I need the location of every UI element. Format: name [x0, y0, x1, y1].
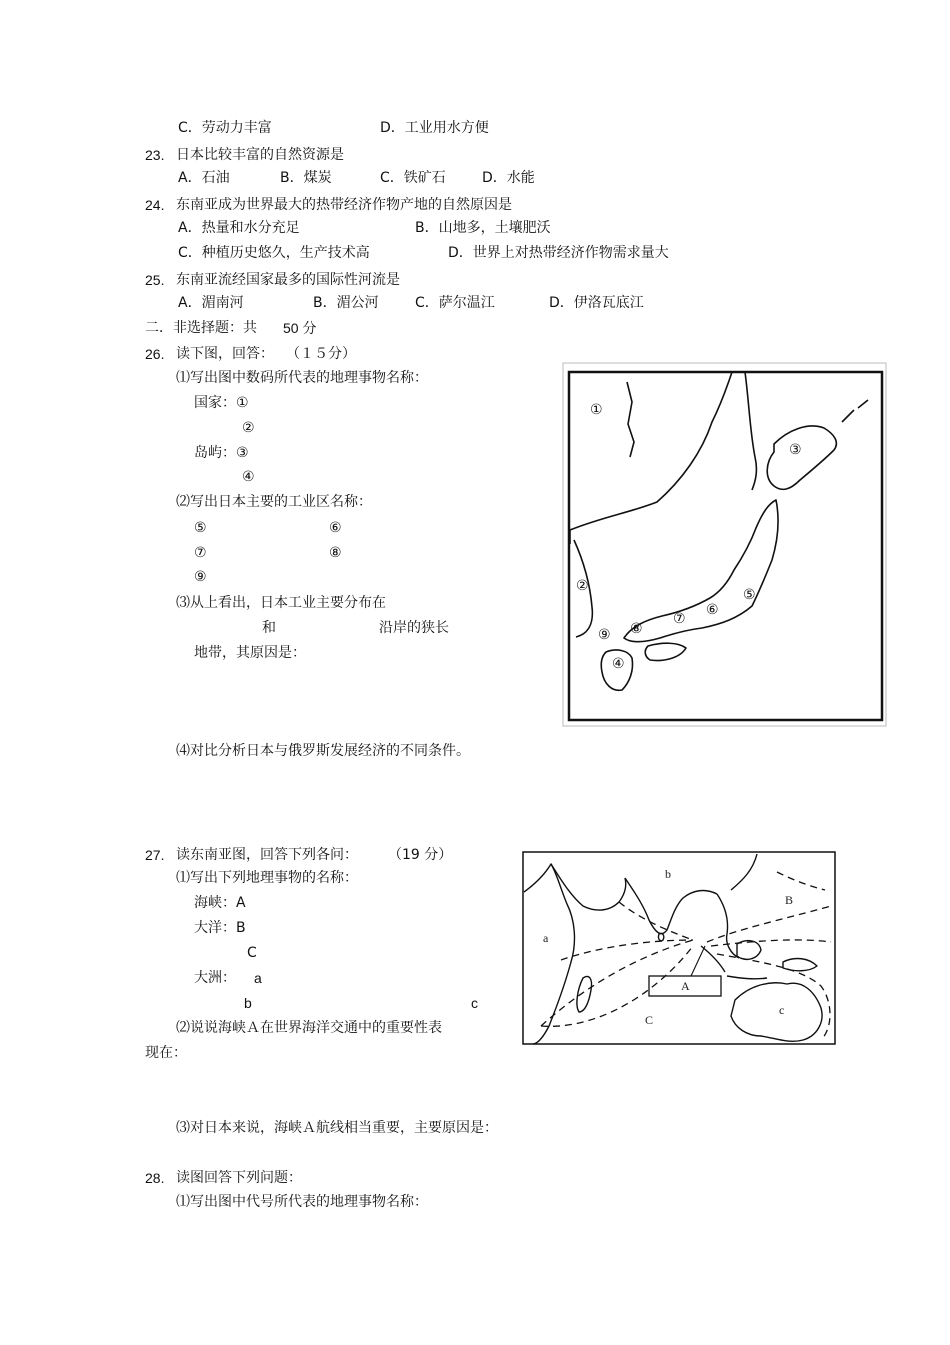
- q26-country-2: ②: [242, 420, 255, 436]
- q26-part3-coast: 沿岸的狭长: [379, 620, 449, 636]
- map-label-6: ⑥: [706, 602, 719, 618]
- q24-option-b: B．山地多，土壤肥沃: [415, 220, 551, 236]
- q26-region-8: ⑧: [329, 545, 342, 561]
- q26-part3-end: 地带，其原因是：: [194, 645, 306, 661]
- section-2-heading: 二．非选择题：共: [145, 320, 257, 336]
- q26-stem: 读下图，回答：: [176, 346, 274, 362]
- q27-part2: ⑵说说海峡Ａ在世界海洋交通中的重要性表: [176, 1020, 442, 1036]
- q27-continent-b: b: [244, 995, 252, 1011]
- q25-option-c: C．萨尔温江: [415, 295, 495, 311]
- q26-island-4: ④: [242, 469, 255, 485]
- q28-stem: 读图回答下列问题：: [176, 1170, 302, 1186]
- q26-island-label: 岛屿：③: [194, 445, 249, 461]
- q25-stem: 东南亚流经国家最多的国际性河流是: [176, 272, 400, 288]
- q26-region-7: ⑦: [194, 545, 207, 561]
- q26-country-label: 国家：①: [194, 395, 249, 411]
- q26-part2: ⑵写出日本主要的工业区名称：: [176, 494, 372, 510]
- map-label-8: ⑧: [630, 621, 643, 637]
- map-label-a-continent: a: [543, 931, 549, 945]
- map-label-2: ②: [576, 578, 589, 594]
- q23-option-a: A．石油: [178, 170, 230, 186]
- q26-part1: ⑴写出图中数码所代表的地理事物名称：: [176, 370, 428, 386]
- q26-region-6: ⑥: [329, 520, 342, 536]
- q27-part1: ⑴写出下列地理事物的名称：: [176, 870, 358, 886]
- q27-part3: ⑶对日本来说，海峡Ａ航线相当重要，主要原因是：: [176, 1120, 498, 1136]
- map-label-C-ocean: C: [645, 1013, 654, 1027]
- section-2-score: 50 分: [283, 320, 317, 336]
- q23-number: 23.: [145, 147, 165, 163]
- map-label-A-strait: A: [681, 979, 690, 993]
- q23-stem: 日本比较丰富的自然资源是: [176, 147, 344, 163]
- q25-number: 25.: [145, 272, 165, 288]
- q25-option-d: D．伊洛瓦底江: [549, 295, 644, 311]
- q25-option-b: B．湄公河: [313, 295, 379, 311]
- map-label-3: ③: [789, 442, 802, 458]
- q24-option-c: C．种植历史悠久，生产技术高: [178, 245, 370, 261]
- q23-option-b: B．煤炭: [280, 170, 332, 186]
- map-label-9: ⑨: [598, 627, 611, 643]
- q27-strait: 海峡：A: [194, 895, 246, 911]
- q22-option-c: C．劳动力丰富: [178, 120, 272, 136]
- q27-continent-a: a: [254, 970, 262, 986]
- q27-number: 27.: [145, 847, 165, 863]
- q26-part3: ⑶从上看出，日本工业主要分布在: [176, 595, 386, 611]
- map-label-5: ⑤: [743, 587, 756, 603]
- q23-option-d: D．水能: [482, 170, 535, 186]
- map-label-c-continent: c: [779, 1003, 785, 1017]
- q27-part2-cont: 现在：: [145, 1045, 187, 1061]
- q27-ocean-c: C: [247, 945, 257, 961]
- map-label-b-continent: b: [665, 867, 671, 881]
- q23-option-c: C．铁矿石: [380, 170, 446, 186]
- map-label-1: ①: [590, 402, 603, 418]
- q24-option-a: A．热量和水分充足: [178, 220, 300, 236]
- q27-ocean: 大洋：B: [194, 920, 246, 936]
- q26-region-5: ⑤: [194, 520, 207, 536]
- q27-score: （19 分）: [388, 847, 453, 863]
- q27-stem: 读东南亚图，回答下列各问：: [176, 847, 358, 863]
- map-label-7: ⑦: [673, 611, 686, 627]
- map-label-B-ocean: B: [785, 893, 794, 907]
- southeast-asia-map: [521, 850, 838, 1046]
- q24-number: 24.: [145, 197, 165, 213]
- q26-region-9: ⑨: [194, 569, 207, 585]
- q28-number: 28.: [145, 1170, 165, 1186]
- q28-part1: ⑴写出图中代号所代表的地理事物名称：: [176, 1194, 428, 1210]
- q24-option-d: D．世界上对热带经济作物需求量大: [448, 245, 669, 261]
- q26-part4: ⑷对比分析日本与俄罗斯发展经济的不同条件。: [176, 743, 470, 759]
- q25-option-a: A．湄南河: [178, 295, 244, 311]
- japan-map: [562, 362, 887, 727]
- q27-continent: 大洲：: [194, 970, 236, 986]
- map-label-4: ④: [612, 656, 625, 672]
- q26-number: 26.: [145, 346, 165, 362]
- q26-part3-and: 和: [262, 620, 276, 636]
- q24-stem: 东南亚成为世界最大的热带经济作物产地的自然原因是: [176, 197, 512, 213]
- q26-score: （１５分）: [286, 346, 356, 362]
- q27-continent-c: c: [471, 995, 478, 1011]
- q22-option-d: D．工业用水方便: [380, 120, 489, 136]
